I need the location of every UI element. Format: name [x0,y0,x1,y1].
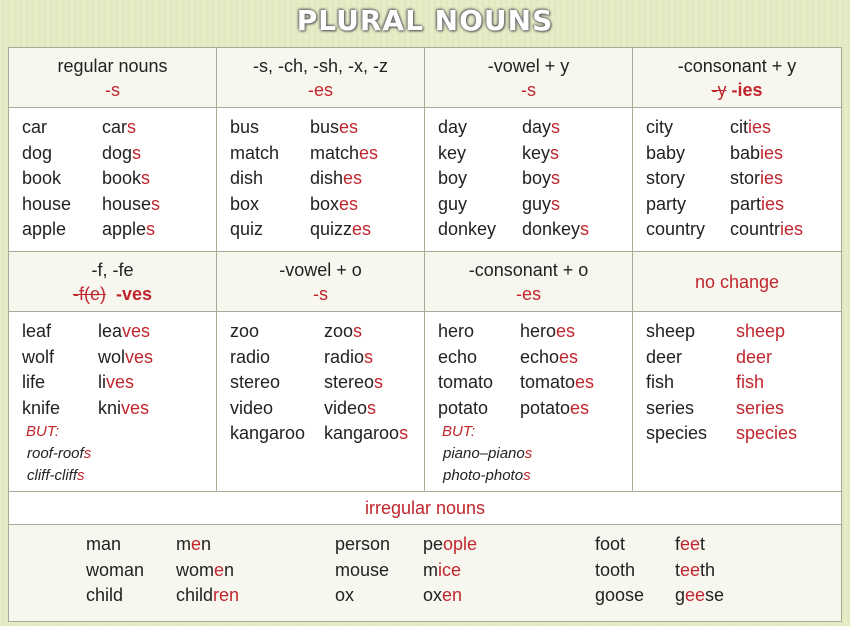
irregular-body-row [9,525,842,622]
word-row [230,396,424,422]
word-row [22,166,216,192]
plural-stem: day [522,117,552,137]
plural-word [310,141,378,167]
plural-stem: wol [98,346,126,367]
plural-ending: s [399,423,409,444]
word-list-vowel-y [425,108,632,243]
plural-stem: donkey [522,219,581,240]
plural-word [324,370,383,396]
word-row [230,166,424,192]
singular-word: hero [438,321,475,341]
but-label: BUT: [442,423,476,441]
singular-word: woman [86,559,145,580]
exception-ending: s [523,467,531,485]
header-label: -consonant + y [677,55,797,76]
word-row [230,370,424,396]
irregular-row [335,532,477,558]
plural-word [522,217,589,243]
plural-prefix: t [675,559,681,580]
word-row [230,421,424,447]
plural-word [522,166,560,192]
plural-stem: stor [730,168,761,189]
word-list-vowel-o [217,312,424,447]
header-rule-line [9,282,216,306]
exception-ending: s [83,445,92,463]
plural-word [102,217,155,243]
plural-text: species [736,423,798,444]
but-label: BUT: [26,423,60,441]
plural-ending: ies [760,168,784,189]
plural-ending: ves [125,346,154,367]
plural-stem: apple [102,219,147,240]
plural-word [730,115,771,141]
word-row [646,166,841,192]
singular-word: echo [438,346,478,367]
plural-ending: es [339,193,359,214]
plural-stem: radio [324,346,365,367]
plural-ending: s [132,142,142,163]
plural-word [324,319,362,345]
plural-stem: box [310,193,340,214]
word-list-es [217,108,424,243]
plural-stem: kangaroo [324,423,400,444]
singular-word: deer [646,346,683,367]
plural-word [324,396,376,422]
word-row [438,396,632,422]
singular-word: donkey [438,219,497,240]
word-list-consonant-o [425,312,632,421]
header-rule: -s [105,79,120,100]
irregular-header-row [9,492,842,525]
singular-word: sheep [646,321,696,341]
plural-word [98,396,149,422]
plural-stem: dish [310,168,344,189]
exception-ending: s [524,445,533,463]
plural-text: fish [736,372,765,393]
header-consonant-o [425,252,633,312]
plural-word [522,115,560,141]
plural-ending: ies [748,117,772,137]
plural-word [310,166,362,192]
singular-word: goose [595,585,645,606]
plural-stem: guy [522,193,552,214]
word-list-consonant-y [633,108,841,243]
singular-word: key [438,142,467,163]
irregular-list-3 [595,532,724,609]
header-no-change [633,252,842,312]
plural-prefix: ox [423,585,443,606]
plural-change: ice [438,559,462,580]
plural-word [675,583,724,609]
word-row [230,345,424,371]
plural-ending: s [551,168,561,189]
plural-ending: s [364,346,374,367]
word-row [646,345,841,371]
singular-word: city [646,117,673,137]
plural-change: e [214,559,225,580]
word-row [230,192,424,218]
word-row [646,141,841,167]
plural-word [98,319,150,345]
word-row [230,141,424,167]
plural-word [730,141,783,167]
header-label: -vowel + o [279,259,362,280]
header-consonant-y [633,48,842,108]
irregular-list-1 [86,532,239,609]
header-row-top [9,48,842,108]
singular-word: apple [22,219,67,240]
plural-ending: s [127,117,137,137]
plural-word [98,345,153,371]
plural-stem: key [522,142,551,163]
plural-ending: s [367,397,377,418]
plural-stem: stereo [324,372,375,393]
plural-ending: es [570,397,590,418]
singular-word: boy [438,168,468,189]
word-row [438,217,632,243]
plural-suffix: th [700,559,716,580]
plural-word [520,345,578,371]
plural-change: en [442,585,463,606]
plural-text: deer [736,346,773,367]
exception-ending: s [77,467,85,485]
plural-prefix: wom [176,559,215,580]
plural-word [98,370,134,396]
singular-word: zoo [230,321,260,341]
plural-suffix: t [700,534,706,554]
plural-ending: es [556,321,576,341]
plural-word [176,558,234,584]
singular-word: mouse [335,559,390,580]
plural-change: ee [680,559,701,580]
singular-word: match [230,142,280,163]
header-label: -vowel + y [487,55,570,76]
plural-prefix: pe [423,534,444,554]
singular-word: wolf [22,346,55,367]
plural-ending: s [551,117,561,137]
plural-ending: es [339,117,359,137]
plural-word [736,345,772,371]
word-row [230,319,424,345]
plural-change: e [191,534,202,554]
plural-prefix: m [423,559,438,580]
word-row [646,319,841,345]
singular-word: species [646,423,708,444]
plural-nouns-table [8,47,842,622]
singular-word: child [86,585,124,606]
page-title: PLURAL NOUNS [296,4,554,37]
plural-stem: house [102,193,152,214]
plural-stem: zoo [324,321,354,341]
singular-word: potato [438,397,489,418]
word-row [646,421,841,447]
plural-word [310,217,371,243]
exception-example [443,465,632,487]
plural-prefix: m [176,534,191,554]
plural-word [522,141,559,167]
plural-stem: tomato [520,372,576,393]
singular-word: foot [595,534,626,554]
singular-word: ox [335,585,355,606]
singular-word: life [22,372,46,393]
plural-stem: countr [730,219,781,240]
singular-word: country [646,219,706,240]
word-row [646,217,841,243]
plural-word [102,166,150,192]
body-row-top [9,108,842,252]
plural-word [675,558,715,584]
but-examples [23,443,216,487]
header-label: -f, -fe [91,259,134,280]
plural-stem: cit [730,117,748,137]
plural-suffix: se [705,585,725,606]
exception-example [27,443,216,465]
plural-stem: dog [102,142,133,163]
plural-ending: ves [121,397,150,418]
word-row [438,192,632,218]
word-list-f [9,312,216,421]
header-rule: -s [313,283,328,304]
removed-ending: -y [711,79,727,100]
plural-stem: quizz [310,219,353,240]
word-list-regular [9,108,216,243]
word-row [22,396,216,422]
word-row [438,141,632,167]
irregular-row [86,558,239,584]
plural-word [520,370,594,396]
plural-ending: ies [761,193,785,214]
plural-stem: potato [520,397,571,418]
plural-ending: ies [780,219,804,240]
plural-word [522,192,560,218]
plural-suffix: n [224,559,235,580]
word-row [438,115,632,141]
plural-stem: hero [520,321,557,341]
header-rule: -es [515,283,541,304]
plural-word [520,319,575,345]
header-label: -consonant + o [468,259,589,280]
word-row [22,345,216,371]
singular-word: fish [646,372,675,393]
plural-ending: es [343,168,363,189]
irregular-row [595,532,724,558]
exception-example [27,465,216,487]
header-label: -s, -ch, -sh, -x, -z [253,55,388,76]
plural-stem: li [98,372,106,393]
singular-word: man [86,534,122,554]
plural-stem: boy [522,168,552,189]
plural-word [310,192,358,218]
header-f-fe [9,252,217,312]
singular-word: quiz [230,219,264,240]
plural-prefix: child [176,585,214,606]
plural-word [730,217,803,243]
plural-ending: es [352,219,372,240]
plural-stem: video [324,397,368,418]
plural-word [736,396,784,422]
header-vowel-o [217,252,425,312]
plural-word [736,370,764,396]
singular-word: radio [230,346,271,367]
plural-word [675,532,705,558]
plural-ending: es [359,142,379,163]
plural-word [176,532,211,558]
singular-word: party [646,193,687,214]
plural-stem: bab [730,142,761,163]
exception-stem: cliff-cliff [27,467,77,485]
irregular-row [335,558,477,584]
plural-word [736,319,785,345]
singular-word: series [646,397,695,418]
irregular-header: irregular nouns [9,492,842,525]
word-row [230,115,424,141]
word-row [438,345,632,371]
singular-word: video [230,397,274,418]
plural-word [423,532,477,558]
word-row [646,192,841,218]
plural-word [310,115,358,141]
header-rule: -ves [115,283,153,304]
word-row [230,217,424,243]
singular-word: leaf [22,321,52,341]
plural-ending: es [559,346,579,367]
exception-stem: piano–piano [443,445,525,463]
word-row [22,370,216,396]
plural-text: series [736,397,785,418]
singular-word: tomato [438,372,494,393]
singular-word: day [438,117,468,137]
header-vowel-y [425,48,633,108]
word-row [438,166,632,192]
plural-word [736,421,797,447]
header-es [217,48,425,108]
plural-word [520,396,589,422]
word-row [646,370,841,396]
word-row [22,115,216,141]
plural-ending: s [151,193,161,214]
word-row [22,192,216,218]
plural-stem: car [102,117,128,137]
singular-word: house [22,193,72,214]
header-rule: -s [521,79,536,100]
plural-change: ren [213,585,240,606]
plural-ending: s [353,321,363,341]
word-row [438,370,632,396]
header-rule: -ies [731,79,763,100]
plural-ending: s [550,142,560,163]
exception-example [443,443,632,465]
word-row [22,217,216,243]
word-row [646,115,841,141]
singular-word: story [646,168,686,189]
singular-word: stereo [230,372,281,393]
plural-ending: ves [106,372,135,393]
singular-word: car [22,117,48,137]
plural-word [102,141,141,167]
singular-word: bus [230,117,260,137]
plural-prefix: f [675,534,681,554]
plural-ending: s [551,193,561,214]
plural-suffix: n [201,534,212,554]
singular-word: person [335,534,391,554]
singular-word: tooth [595,559,636,580]
plural-stem: lea [98,321,123,341]
plural-ending: es [575,372,595,393]
plural-word [423,558,461,584]
word-row [438,319,632,345]
plural-text: sheep [736,321,786,341]
plural-ending: s [141,168,151,189]
exception-stem: roof-roof [27,445,84,463]
irregular-row [335,583,477,609]
plural-change: ee [685,585,706,606]
exception-stem: photo-photo [443,467,524,485]
word-row [22,141,216,167]
word-list-no-change [633,312,841,447]
header-rule-line [633,78,841,102]
plural-change: ee [680,534,701,554]
plural-word [730,192,784,218]
singular-word: guy [438,193,468,214]
but-examples [439,443,632,487]
plural-word [176,583,239,609]
plural-prefix: g [675,585,686,606]
singular-word: dish [230,168,264,189]
plural-ending: ves [122,321,151,341]
irregular-row [595,558,724,584]
plural-stem: kni [98,397,122,418]
body-row-mid [9,312,842,492]
header-row-mid [9,252,842,312]
singular-word: dog [22,142,53,163]
removed-ending: -f(e) [72,283,106,304]
header-rule: no change [694,271,780,292]
singular-word: kangaroo [230,423,306,444]
plural-stem: part [730,193,762,214]
singular-word: book [22,168,62,189]
plural-ending: s [146,219,156,240]
irregular-row [595,583,724,609]
singular-word: box [230,193,260,214]
plural-change: ople [443,534,478,554]
irregular-row [86,583,239,609]
word-row [22,319,216,345]
plural-word [324,345,373,371]
word-row [646,396,841,422]
singular-word: knife [22,397,61,418]
header-label: regular nouns [57,55,168,76]
plural-word [730,166,783,192]
plural-stem: match [310,142,360,163]
plural-stem: echo [520,346,560,367]
irregular-row [86,532,239,558]
plural-stem: book [102,168,142,189]
singular-word: baby [646,142,686,163]
plural-word [102,115,136,141]
plural-stem: bus [310,117,340,137]
plural-ending: ies [760,142,784,163]
plural-word [102,192,160,218]
header-rule: -es [307,79,333,100]
irregular-list-2 [335,532,477,609]
plural-ending: s [580,219,590,240]
plural-word [324,421,408,447]
header-regular [9,48,217,108]
plural-ending: s [374,372,384,393]
plural-word [423,583,462,609]
